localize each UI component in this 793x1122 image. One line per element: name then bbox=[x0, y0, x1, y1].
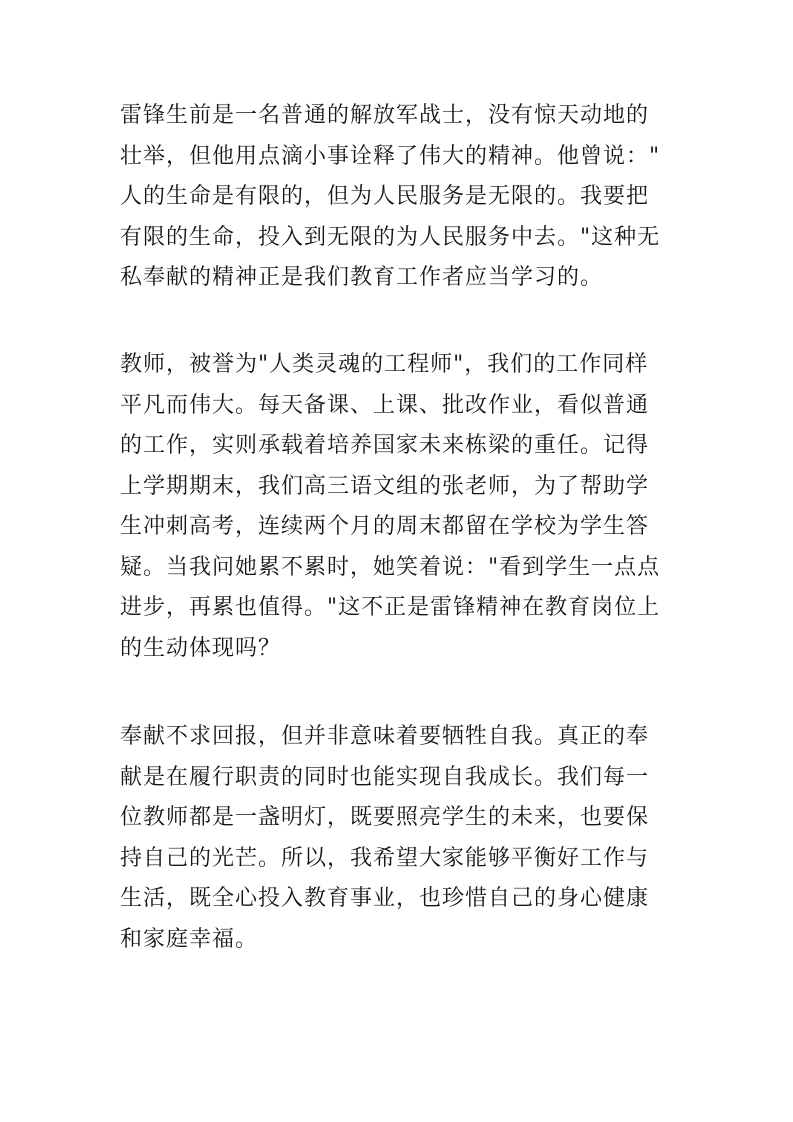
text-line: 上学期期末，我们高三语文组的张老师，为了帮助学 bbox=[120, 473, 650, 499]
paragraph-dedication bbox=[120, 717, 675, 960]
text-line: 进步，再累也值得。"这不正是雷锋精神在教育岗位上 bbox=[120, 595, 661, 620]
paragraph-teachers bbox=[120, 345, 675, 669]
text-line: 人的生命是有限的，但为人民服务是无限的。我要把 bbox=[120, 184, 650, 209]
paragraph-lei-feng-spirit bbox=[120, 96, 675, 299]
text-line: 雷锋生前是一名普通的解放军战士，没有惊天动地的 bbox=[120, 103, 650, 128]
text-line: 的工作，实则承载着培养国家未来栋梁的重任。记得 bbox=[120, 433, 650, 458]
text-line: 奉献不求回报，但并非意味着要牺牲自我。真正的奉 bbox=[120, 724, 650, 749]
text-line: 疑。当我问她累不累时，她笑着说："看到学生一点点 bbox=[120, 554, 661, 580]
text-line: 有限的生命，投入到无限的为人民服务中去。"这种无 bbox=[120, 224, 661, 250]
text-line: 献是在履行职责的同时也能实现自我成长。我们每一 bbox=[120, 764, 650, 790]
text-line: 私奉献的精神正是我们教育工作者应当学习的。 bbox=[120, 265, 604, 290]
text-line: 生活，既全心投入教育事业，也珍惜自己的身心健康 bbox=[120, 886, 650, 911]
text-line: 位教师都是一盏明灯，既要照亮学生的未来，也要保 bbox=[120, 805, 650, 830]
text-line: 壮举，但他用点滴小事诠释了伟大的精神。他曾说：" bbox=[120, 143, 661, 169]
text-line: 生冲刺高考，连续两个月的周末都留在学校为学生答 bbox=[120, 514, 650, 539]
text-line: 和家庭幸福。 bbox=[120, 926, 259, 952]
text-line: 持自己的光芒。所以，我希望大家能够平衡好工作与 bbox=[120, 845, 650, 871]
text-line: 教师，被誉为"人类灵魂的工程师"，我们的工作同样 bbox=[120, 352, 649, 377]
text-line: 平凡而伟大。每天备课、上课、批改作业，看似普通 bbox=[120, 392, 650, 418]
text-line: 的生动体现吗？ bbox=[120, 635, 282, 661]
